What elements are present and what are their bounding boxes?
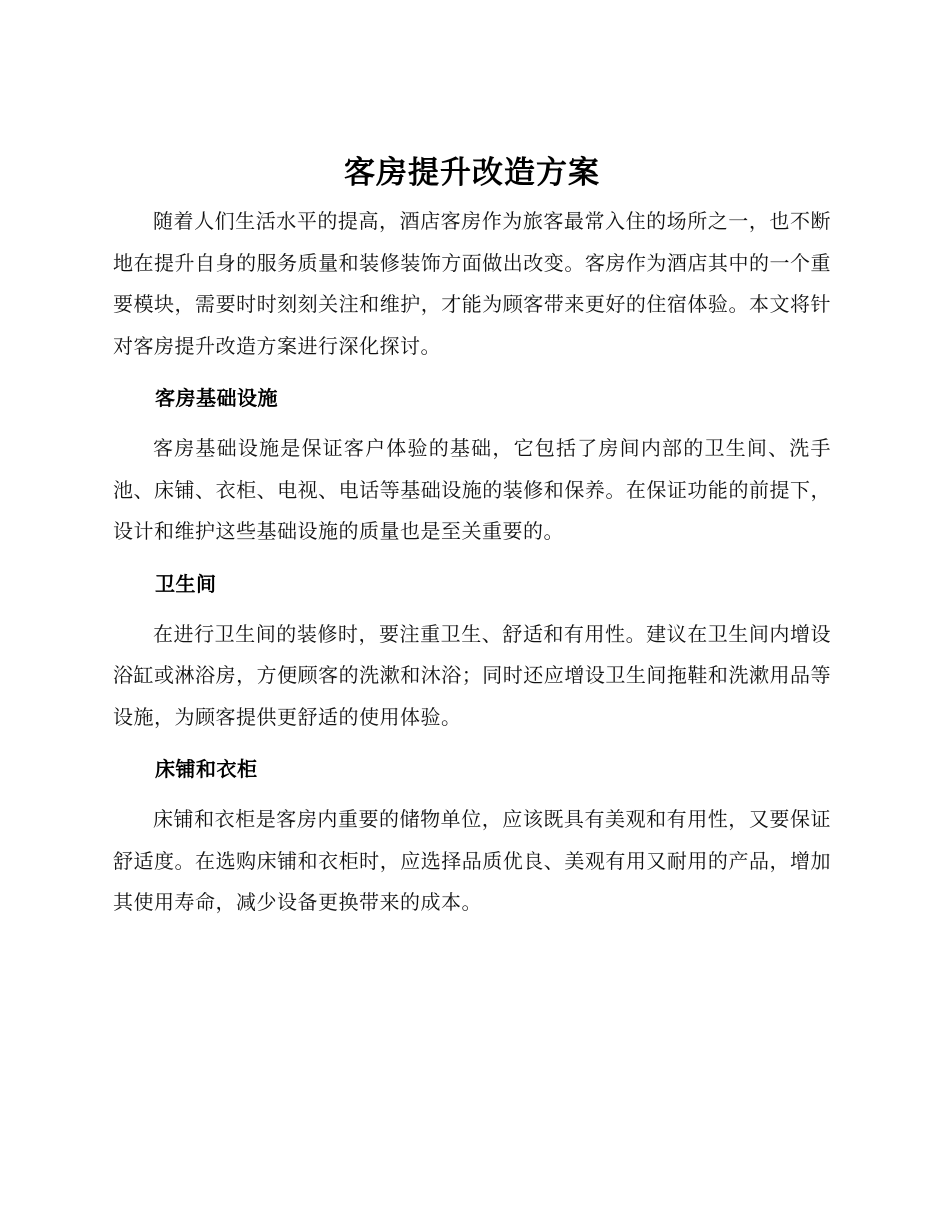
document-body [113, 150, 831, 924]
section-body-bed-wardrobe: 床铺和衣柜是客房内重要的储物单位，应该既具有美观和有用性，又要保证舒适度。在选购床铺和衣柜时，应选择品质优良、美观有用又耐用的产品，增加其使用寿命，减少设备更换带来的成本。 [113, 807, 831, 914]
section-body-bathroom: 在进行卫生间的装修时，要注重卫生、舒适和有用性。建议在卫生间内增设浴缸或淋浴房，方便顾客的洗漱和沐浴；同时还应增设卫生间拖鞋和洗漱用品等设施，为顾客提供更舒适的使用体验。 [113, 621, 831, 729]
section-heading-bathroom: 卫生间 [155, 571, 217, 596]
section-heading-infrastructure: 客房基础设施 [155, 386, 278, 410]
section-body-infrastructure: 客房基础设施是保证客户体验的基础，它包括了房间内部的卫生间、洗手池、床铺、衣柜、电视、电话等基础设施的装修和保养。在保证功能的前提下，设计和维护这些基础设施的质量也是至关重要的。 [113, 436, 831, 543]
section-heading-bed-wardrobe: 床铺和衣柜 [155, 757, 258, 781]
page-title: 客房提升改造方案 [344, 155, 600, 191]
intro-paragraph: 随着人们生活水平的提高，酒店客房作为旅客最常入住的场所之一，也不断地在提升自身的服务质量和装修装饰方面做出改变。客房作为酒店其中的一个重要模块，需要时时刻刻关注和维护，才能为顾客带来更好的住宿体验。本文将针对客房提升改造方案进行深化探讨。 [113, 209, 831, 358]
